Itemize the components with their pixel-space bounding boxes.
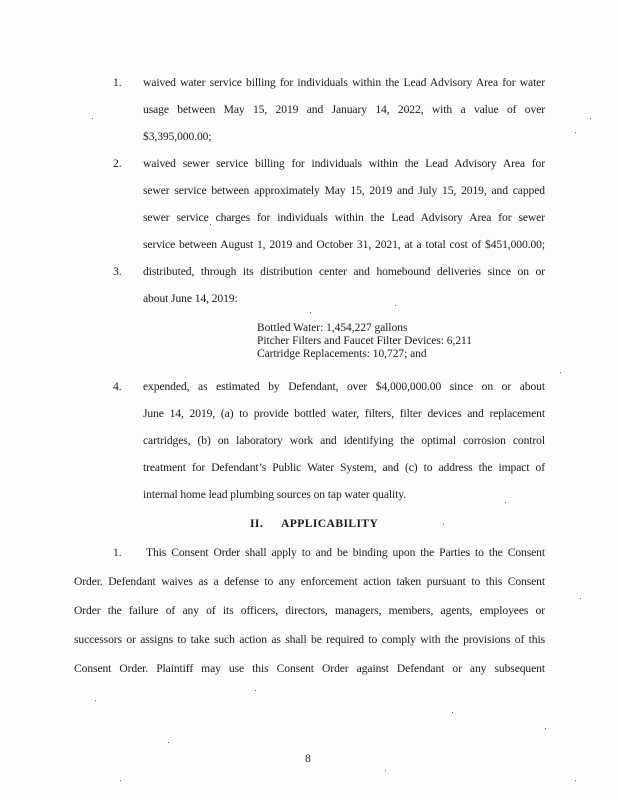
scan-speck xyxy=(120,780,121,781)
item-4-number: 4. xyxy=(113,380,122,393)
item-4-line-1: expended, as estimated by Defendant, over $4,000,000.00 since on or about xyxy=(143,380,545,393)
item-2-line-3: sewer service charges for individuals within the Lead Advisory Area for sewer xyxy=(143,211,545,224)
item-2-line-2: sewer service between approximately May 15, 2019 and July 15, 2019, and capped xyxy=(143,184,545,197)
scan-speck xyxy=(168,742,169,743)
item-3-line-2: about June 14, 2019: xyxy=(143,292,238,305)
scan-speck xyxy=(505,502,506,503)
scan-speck xyxy=(580,598,581,599)
scan-speck xyxy=(560,372,561,373)
item-4-line-4: treatment for Defendant’s Public Water System, and (c) to address the impact of xyxy=(143,461,545,474)
stat-filter-devices: Pitcher Filters and Faucet Filter Devices: 6,211 xyxy=(257,335,473,347)
item-2-line-4: service between August 1, 2019 and October 31, 2021, at a total cost of $451,000.00; xyxy=(143,238,545,251)
paragraph-line-1: This Consent Order shall apply to and be binding upon the Parties to the Consent xyxy=(146,546,545,559)
item-4-line-3: cartridges, (b) on laboratory work and identifying the optimal corrosion control xyxy=(143,434,545,447)
scan-speck xyxy=(575,132,576,133)
section-number: II. xyxy=(250,517,264,530)
item-2-line-1: waived sewer service billing for individuals within the Lead Advisory Area for xyxy=(143,157,545,170)
stat-bottled-water: Bottled Water: 1,454,227 gallons xyxy=(257,322,408,334)
paragraph-number: 1. xyxy=(113,546,122,559)
scan-speck xyxy=(443,524,444,525)
scan-speck xyxy=(92,118,93,119)
item-1-line-3: $3,395,000.00; xyxy=(143,130,212,143)
item-1-number: 1. xyxy=(113,76,122,89)
scan-speck xyxy=(452,712,453,713)
scan-speck xyxy=(395,305,396,306)
scan-speck xyxy=(575,780,576,781)
paragraph-line-5: Consent Order. Plaintiff may use this Consent Order against Defendant or any subsequent xyxy=(74,662,545,675)
scan-speck xyxy=(255,690,256,691)
paragraph-line-2: Order. Defendant waives as a defense to any enforcement action taken pursuant to this Consent xyxy=(74,575,545,588)
item-3-line-1: distributed, through its distribution center and homebound deliveries since on or xyxy=(143,265,545,278)
scan-speck xyxy=(590,118,591,119)
item-4-line-2: June 14, 2019, (a) to provide bottled water, filters, filter devices and replacement xyxy=(143,407,545,420)
page-number: 8 xyxy=(305,752,311,765)
item-2-number: 2. xyxy=(113,157,122,170)
item-1-line-2: usage between May 15, 2019 and January 14, 2022, with a value of over xyxy=(143,103,545,116)
paragraph-line-4: successors or assigns to take such action as shall be required to comply with the provisions of this xyxy=(74,633,545,646)
item-1-line-1: waived water service billing for individuals within the Lead Advisory Area for water xyxy=(143,76,545,89)
section-title: APPLICABILITY xyxy=(281,517,379,530)
item-3-number: 3. xyxy=(113,265,122,278)
paragraph-line-3: Order the failure of any of its officers, directors, managers, members, agents, employees or xyxy=(74,604,545,617)
scan-speck xyxy=(310,312,311,313)
scan-speck xyxy=(210,224,211,225)
scan-speck xyxy=(95,700,96,701)
scan-speck xyxy=(545,728,546,729)
item-4-line-5: internal home lead plumbing sources on tap water quality. xyxy=(143,488,407,501)
stat-cartridge-replacements: Cartridge Replacements: 10,727; and xyxy=(257,348,427,360)
scan-speck xyxy=(385,770,386,771)
